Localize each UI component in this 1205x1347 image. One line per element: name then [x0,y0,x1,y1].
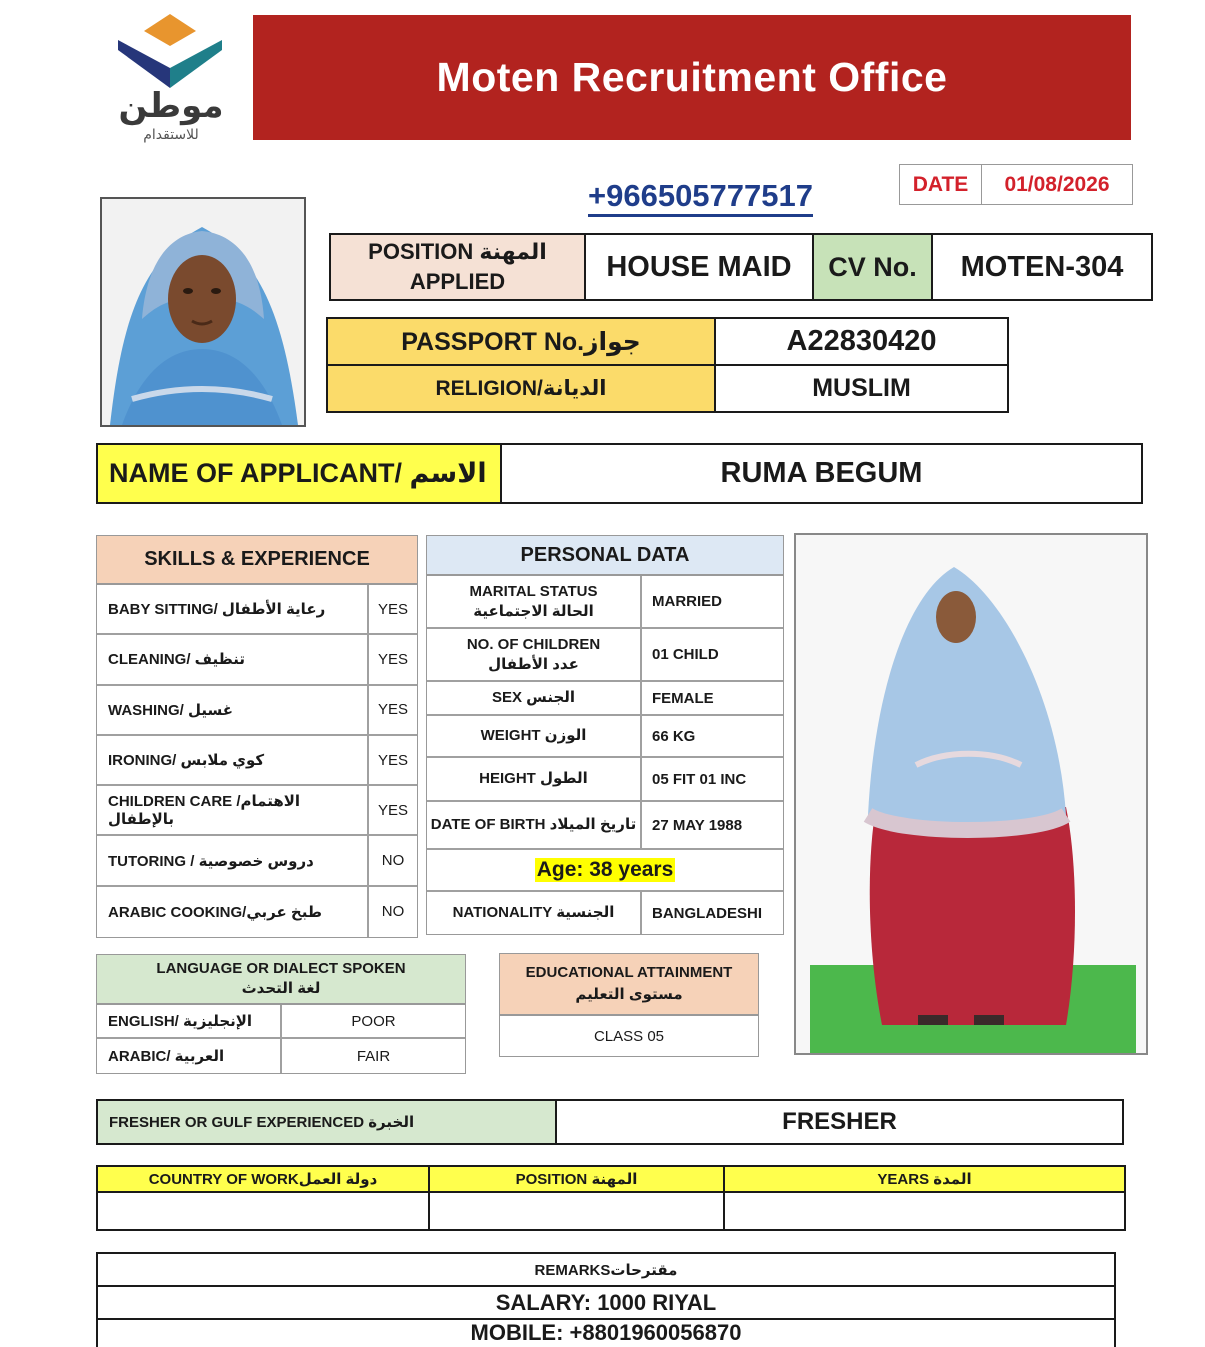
skill-row [97,635,417,685]
personal-data-title: PERSONAL DATA [427,536,783,576]
skill-row [97,887,417,937]
position-label-applied: APPLIED [409,269,506,294]
weight-value: 66 KG [652,727,696,745]
skill-label: TUTORING / دروس خصوصية [97,836,369,884]
sex-label: SEX الجنس [427,682,642,714]
skills-title: SKILLS & EXPERIENCE [97,536,417,585]
passport-value: A22830420 [714,317,1009,366]
height-label: HEIGHT الطول [427,758,642,800]
company-logo [112,12,230,152]
education-title-en: EDUCATIONAL ATTAINMENT [525,964,733,981]
skills-table [96,535,418,938]
education-title-ar: مستوى التعليم [575,986,683,1003]
marital-status-value: MARRIED [652,593,722,610]
language-table [96,954,466,1074]
children-label-ar: عدد الأطفال [488,655,579,673]
remarks-section [96,1252,1116,1347]
phone-number-link[interactable]: +966505777517 [588,178,813,217]
date-box [899,164,1133,205]
language-title-en: LANGUAGE OR DIALECT SPOKEN [156,960,406,977]
education-value: CLASS 05 [593,1027,665,1045]
cv-number-label: CV No. [812,233,933,301]
logo-text: موطن [118,87,224,125]
skill-row [97,585,417,635]
date-label: DATE [900,165,982,204]
weight-label: WEIGHT الوزن [427,716,642,756]
work-header-years: YEARS المدة [724,1166,1125,1192]
weight-row [427,716,783,758]
nationality-value: BANGLADESHI [652,904,763,922]
height-value: 05 FIT 01 INC [652,770,747,788]
experience-value: FRESHER [555,1099,1124,1145]
skill-label: CLEANING/ تنظيف [97,635,369,683]
marital-status-row [427,576,783,629]
language-label: ARABIC/ العربية [97,1039,282,1073]
position-label-ar: المهنة [479,239,547,264]
sex-value: FEMALE [652,689,714,707]
skill-label: BABY SITTING/ رعاية الأطفال [97,585,369,633]
skill-row [97,686,417,736]
applicant-full-body-photo [794,533,1148,1055]
height-row [427,758,783,802]
work-country-cell[interactable] [97,1192,429,1230]
skill-value: YES [377,701,408,719]
remarks-label: REMARKSمقترحات [98,1254,1114,1287]
religion-label: RELIGION/الديانة [326,364,716,413]
dob-row [427,802,783,850]
age-row [427,850,783,892]
skill-value: YES [377,600,408,618]
children-label-en: NO. OF CHILDREN [466,635,601,653]
skill-label: CHILDREN CARE /الاهتمام بالإطفال [97,786,369,834]
nationality-row [427,892,783,934]
experience-label: FRESHER OR GULF EXPERIENCED الخبرة [96,1099,557,1145]
work-history-row [97,1192,1125,1230]
salary-text: SALARY: 1000 RIYAL [98,1287,1114,1320]
applicant-name-label: NAME OF APPLICANT/ الاسم [96,443,502,504]
applicant-name-value: RUMA BEGUM [500,443,1143,504]
skill-label: WASHING/ غسيل [97,686,369,734]
language-level: FAIR [356,1047,391,1065]
skill-value: YES [377,751,408,769]
skill-value: YES [377,801,408,819]
position-label-en: POSITION [368,239,474,264]
language-level: POOR [351,1012,396,1030]
marital-status-label-en: MARITAL STATUS [469,582,598,600]
work-history-table [96,1165,1126,1231]
language-title [97,955,465,1005]
children-value: 01 CHILD [652,646,719,663]
personal-data-table [426,535,784,935]
language-row [97,1039,465,1073]
applicant-portrait-photo [100,197,306,427]
passport-label: PASSPORT No.جواز [326,317,716,366]
logo-subtext: للاستقدام [143,126,199,142]
age-value: Age: 38 years [536,858,674,881]
skill-label: ARABIC COOKING/طبخ عربي [97,887,369,937]
mobile-text: MOBILE: +8801960056870 [470,1320,742,1345]
language-row [97,1005,465,1039]
dob-value: 27 MAY 1988 [652,816,743,834]
skill-value: NO [381,903,405,921]
dob-label: DATE OF BIRTH تاريخ الميلاد [427,802,642,848]
work-years-cell[interactable] [724,1192,1125,1230]
education-table [499,953,759,1057]
nationality-label: NATIONALITY الجنسية [427,892,642,934]
cv-number-value: MOTEN-304 [931,233,1153,301]
skill-row [97,836,417,886]
office-title-banner: Moten Recruitment Office [253,15,1131,140]
marital-status-label-ar: الحالة الاجتماعية [473,602,594,620]
skill-value: NO [381,852,405,870]
skill-row [97,736,417,786]
skill-value: YES [377,650,408,668]
position-value: HOUSE MAID [584,233,814,301]
work-header-position: POSITION المهنة [429,1166,724,1192]
children-row [427,629,783,682]
date-value: 01/08/2026 [1004,172,1110,196]
work-position-cell[interactable] [429,1192,724,1230]
skill-label: IRONING/ كوي ملابس [97,736,369,784]
skill-row [97,786,417,836]
language-label: ENGLISH/ الإنجليزية [97,1005,282,1037]
sex-row [427,682,783,716]
work-header-country: COUNTRY OF WORKدولة العمل [97,1166,429,1192]
position-label-cell [329,233,586,301]
education-title [500,954,758,1016]
religion-value: MUSLIM [714,364,1009,413]
language-title-ar: لغة التحدث [241,980,321,997]
